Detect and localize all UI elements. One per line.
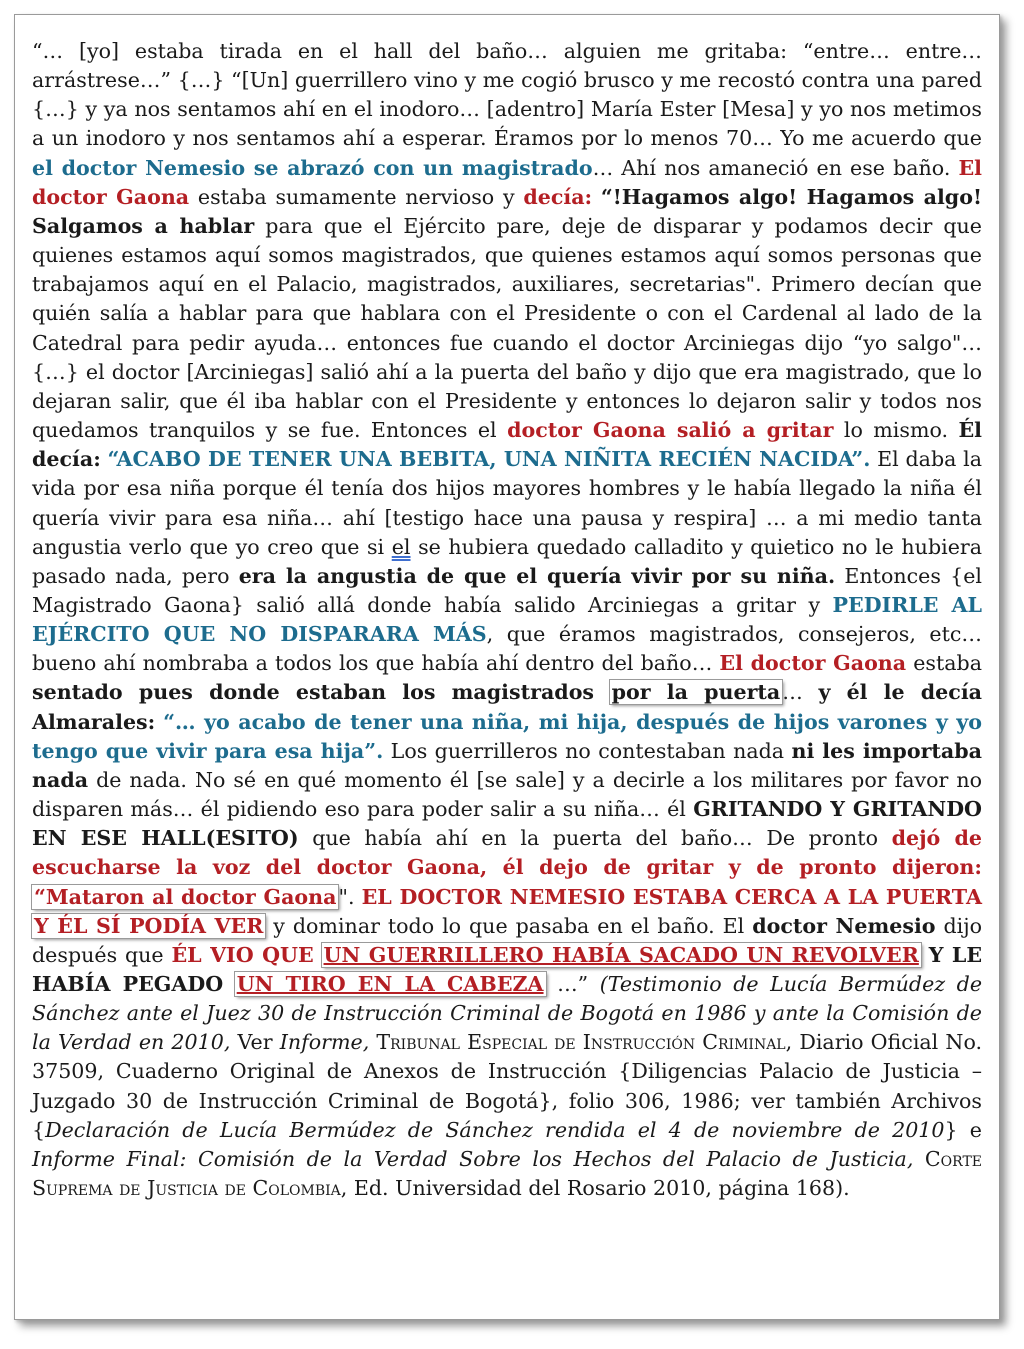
blue-emphasis: “… yo acabo de tener una niña, mi hija, después de hijos varones y yo tengo que vivir para esa hija”. bbox=[32, 709, 983, 763]
text-run: estaba sumamente nervioso y bbox=[197, 184, 515, 209]
text-run: Los guerrilleros no contestaban nada bbox=[390, 738, 785, 763]
boxed-highlight: por la puerta bbox=[611, 680, 781, 705]
blue-emphasis: PEDIRLE AL EJÉRCITO QUE NO DISPARARA MÁS bbox=[32, 592, 983, 647]
bold-text: GRITANDO Y GRITANDO EN ESE HALL(ESITO) bbox=[32, 797, 982, 851]
blue-emphasis: el doctor Nemesio se abrazó con un magistrado bbox=[32, 155, 593, 180]
red-emphasis: El doctor Gaona bbox=[719, 651, 907, 676]
citation-italic: (Testimonio de Lucía Bermúdez de Sánchez ante el Juez 30 de Instrucción Criminal de Bogotá en 1986 y ante la Comisión de la Verdad en 2010, bbox=[32, 972, 983, 1055]
blue-emphasis: “ACABO DE TENER UNA BEBITA, UNA NIÑITA RECIÉN NACIDA”. bbox=[107, 447, 871, 472]
text-run: “… [yo] estaba tirada en el hall del baño… alguien me gritaba: “entre… entre… arrástrese…” {…} “[Un] guerrillero vino y me cogió brusco y me recostó contra una pared {…} y ya nos sentamos ahí en el inodoro… [adentro] María Ester [Mesa] y yo nos metimos a un inodoro y nos sentamos ahí a esperar. Éramos por lo menos 70… Yo me acuerdo que bbox=[32, 39, 982, 151]
text-run: para que el Ejército pare, deje de disparar y podamos decir que quienes estamos aquí somos magistrados, que quienes estamos aquí somos personas que trabajamos aquí en el Palacio, magistrados, auxiliares, secretarias". Primero decían que quién salía a hablar para que hablara con el Presidente o con el Cardenal al lado de la Catedral para pedir ayuda… entonces fue cuando el doctor Arciniegas dijo “yo salgo"… {…} el doctor [Arciniegas] salió ahí a la puerta del baño y dijo que era magistrado, que lo dejaran salir, que él iba hablar con el Presidente y entonces lo dejaron salir y todos nos quedamos tranquilos y se fue. Entonces el bbox=[32, 213, 982, 443]
boxed-highlight: “Mataron al doctor Gaona bbox=[34, 884, 337, 909]
text-run: de nada. No sé en qué momento él [se sale] y a decirle a los militares por favor no disparen más… él pidiendo eso para poder salir a su niña… él bbox=[32, 767, 983, 822]
text-run: , que éramos magistrados, consejeros, etc… bueno ahí nombraba a todos los que había ahí dentro del baño… bbox=[32, 622, 982, 676]
red-emphasis: doctor Gaona salió a gritar bbox=[507, 418, 834, 443]
citation-italic: Declaración de Lucía Bermúdez de Sánchez rendida el 4 de noviembre de 2010 bbox=[45, 1117, 945, 1142]
text-run: Entonces {el Magistrado Gaona} salió allá donde había salido Arciniegas a gritar y bbox=[32, 563, 983, 617]
bold-text: Y LE HABÍA PEGADO bbox=[32, 942, 983, 996]
citation-text: Diario Oficial No. 37509, Cuaderno Original de Anexos de Instrucción {Diligencias Palacio de Justicia – Juzgado 30 de Instrucción Criminal de Bogotá}, folio 306, 1986; ver también Archivos { bbox=[32, 1030, 983, 1142]
bold-text: sentado pues donde estaban los magistrados bbox=[32, 680, 595, 705]
red-emphasis: EL DOCTOR NEMESIO ESTABA CERCA A LA PUERTA bbox=[361, 884, 982, 909]
bold-quote: “!Hagamos algo! Hagamos algo! Salgamos a hablar bbox=[32, 184, 982, 238]
bold-text: doctor Nemesio bbox=[752, 913, 936, 938]
text-run: … bbox=[782, 680, 803, 705]
text-run: dijo después que bbox=[32, 913, 983, 967]
red-emphasis: ÉL VIO QUE bbox=[171, 942, 314, 967]
text-run: El daba la vida por esa niña porque él tenía dos hijos mayores hombres y le había llegado la niña él quería vivir para esa niña… ahí [testigo hace una pausa y respira] … a mi medio tanta angustia verlo que yo creo que si bbox=[32, 447, 982, 559]
underlined-word: el bbox=[391, 534, 411, 559]
citation-italic: Informe, bbox=[279, 1030, 370, 1055]
citation-text: } e bbox=[944, 1117, 982, 1142]
citation-italic: Informe Final: Comisión de la Verdad Sobre los Hechos del Palacio de Justicia, bbox=[32, 1146, 914, 1171]
citation-small-caps: Tribunal Especial de Instrucción Criminal, bbox=[376, 1030, 793, 1055]
text-run: lo mismo. bbox=[843, 418, 949, 443]
red-emphasis: El doctor Gaona bbox=[32, 155, 982, 209]
bold-text: era la angustia de que el quería vivir por su niña. bbox=[238, 563, 836, 588]
citation-small-caps: Corte Suprema de Justicia de Colombia, bbox=[32, 1146, 983, 1201]
text-run: … Ahí nos amaneció en ese baño. bbox=[592, 155, 951, 180]
text-run: que había ahí en la puerta del baño… De pronto bbox=[312, 826, 878, 851]
citation-text: Ver bbox=[237, 1030, 273, 1055]
bold-text: Él decía: bbox=[32, 418, 983, 472]
text-run: …” bbox=[557, 972, 589, 996]
testimony-passage bbox=[32, 37, 982, 1203]
text-run: ". bbox=[338, 884, 355, 909]
boxed-highlight: UN TIRO EN LA CABEZA bbox=[236, 972, 544, 996]
text-run: se hubiera quedado calladito y quietico no le hubiera pasado nada, pero bbox=[32, 534, 983, 588]
text-run: y dominar todo lo que pasaba en el baño. El bbox=[273, 913, 745, 938]
red-emphasis: decía: bbox=[523, 184, 593, 209]
boxed-highlight: UN GUERRILLERO HABÍA SACADO UN REVOLVER bbox=[323, 942, 919, 967]
bold-text: ni les importaba nada bbox=[32, 738, 983, 792]
red-emphasis: dejó de escucharse la voz del doctor Gaona, él dejo de gritar y de pronto dijeron: bbox=[32, 826, 983, 880]
boxed-highlight: Y ÉL SÍ PODÍA VER bbox=[34, 913, 264, 938]
citation-text: Ed. Universidad del Rosario 2010, página 168). bbox=[353, 1176, 850, 1201]
text-run: estaba bbox=[913, 651, 983, 676]
bold-text: y él le decía Almarales: bbox=[32, 680, 982, 734]
